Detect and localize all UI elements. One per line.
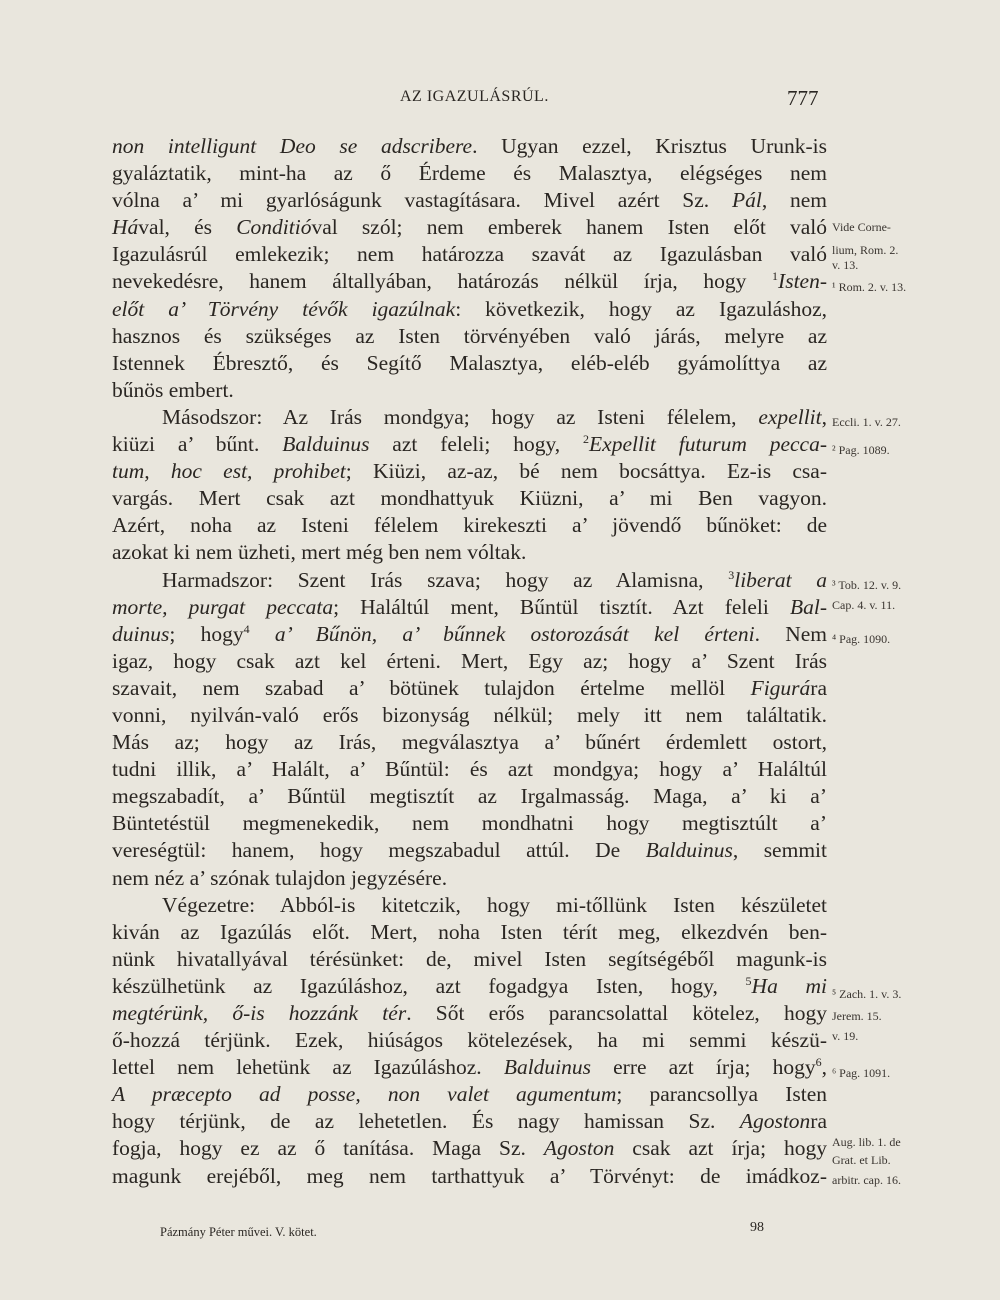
margin-note: arbitr. cap. 16. [832, 1172, 901, 1187]
text-line: megtérünk, ő-is hozzánk tér. Sőt erős parancsolattal kötelez, hogy [112, 1001, 827, 1025]
margin-note: ⁴ Pag. 1090. [832, 632, 891, 647]
running-head: AZ IGAZULÁSRÚL. [400, 88, 549, 105]
body-text [112, 133, 827, 1190]
text-line: igaz, hogy csak azt kel érteni. Mert, Egy az; hogy a’ Szent Irás [112, 648, 827, 673]
text-line: vólna a’ mi gyarlóságunk vastagításara. Mivel azért Sz. Pál, nem [112, 188, 827, 213]
margin-note: Grat. et Lib. [832, 1152, 891, 1167]
margin-note: Eccli. 1. v. 27. [832, 415, 901, 430]
text-line: morte, purgat peccata; Haláltúl ment, Bűntül tisztít. Azt feleli Bal- [112, 594, 827, 619]
margin-note: v. 13. [832, 258, 859, 273]
text-line: Más az; hogy az Irás, megválasztya a’ bűnért érdemlett ostort, [112, 730, 827, 755]
text-line: kiván az Igazúlás előt. Mert, noha Isten térít meg, elkezdvén ben- [112, 919, 827, 944]
text-line: A præcepto ad posse, non valet agumentum; parancsollya Isten [112, 1082, 827, 1107]
text-line: hasznos és szükséges az Isten törvényében való járás, melyre az [112, 323, 827, 348]
text-line: Harmadszor: Szent Irás szava; hogy az Alamisna, $^3$liberat a [162, 567, 827, 592]
text-line: előt a’ Törvény tévők igazúlnak: következik, hogy az Igazuláshoz, [112, 296, 827, 321]
text-line: készülhetünk az Igazúláshoz, azt fogadgya Isten, hogy, $^5$Ha mi [112, 973, 828, 998]
text-line: nem néz a’ szónak tulajdon jegyzésére. [112, 865, 448, 890]
text-line: Másodszor: Az Irás mondgya; hogy az Isteni félelem, expellit, [162, 404, 827, 429]
text-line: tudni illik, a’ Halált, a’ Bűntül: és azt mondgya; hogy a’ Haláltúl [112, 757, 827, 782]
signature-mark: 98 [750, 1220, 764, 1235]
text-line: ő-hozzá térjünk. Ezek, hiúságos kötelezések, ha mi semmi készü- [112, 1028, 827, 1053]
text-line: fogja, hogy ez az ő tanítása. Maga Sz. Agoston csak azt írja; hogy [112, 1136, 828, 1161]
text-line: nünk hivatallyával térésünket: de, mivel Isten segítségéből magunk-is [112, 946, 827, 971]
text-line: Azért, noha az Isteni félelem kirekeszti a’ jövendő bűnöket: de [112, 513, 827, 538]
text-line: vargás. Mert csak azt mondhattyuk Kiüzni, a’ mi Ben vagyon. [112, 486, 827, 511]
margin-note: lium, Rom. 2. [832, 243, 899, 258]
margin-note: ⁵ Zach. 1. v. 3. [832, 987, 902, 1002]
text-line: vereségtül: hanem, hogy megszabadul attúl. De Balduinus, semmit [112, 838, 827, 863]
text-line: azokat ki nem üzheti, mert még ben nem vóltak. [112, 540, 527, 565]
margin-note: Cap. 4. v. 11. [832, 598, 896, 613]
margin-note: v. 19. [832, 1029, 859, 1044]
margin-note: ² Pag. 1089. [832, 442, 890, 457]
text-line: Hával, és Conditióval szól; nem emberek hanem Isten előt való [112, 215, 827, 240]
text-line: vonni, nyilván-való erős bizonyság nélkül; mely itt nem találtatik. [112, 702, 827, 727]
text-line: szavait, nem szabad a’ bötünek tulajdon értelme mellöl Figurára [112, 675, 827, 700]
margin-note: Aug. lib. 1. de [832, 1134, 901, 1149]
text-line: Büntetéstül megmenekedik, nem mondhatni hogy megtisztúlt a’ [112, 811, 827, 836]
text-line: lettel nem lehetünk az Igazúláshoz. Balduinus erre azt írja; hogy$^6$, [112, 1055, 827, 1080]
text-line: hogy térjünk, de az lehetetlen. És nagy hamissan Sz. Agostonra [112, 1109, 827, 1134]
text-line: kiüzi a’ bűnt. Balduinus azt feleli; hogy, $^2$Expellit futurum pecca- [112, 432, 827, 457]
text-line: Végezetre: Abból-is kitetczik, hogy mi-tőllünk Isten készületet [162, 892, 827, 917]
text-line: nevekedésre, hanem általlyában, határozás nélkül írja, hogy $^1$Isten- [112, 269, 827, 294]
text-line: Istennek Ébresztő, és Segítő Malasztya, eléb-eléb gyámolíttya az [112, 350, 827, 375]
text-line: non intelligunt Deo se adscribere. Ugyan ezzel, Krisztus Urunk-is [112, 134, 827, 158]
margin-note: ⁶ Pag. 1091. [832, 1065, 891, 1080]
page-number: 777 [787, 86, 819, 110]
text-line: bűnös embert. [112, 377, 234, 402]
margin-note: Jerem. 15. [832, 1008, 882, 1023]
text-line: gyaláztatik, mint-ha az ő Érdeme és Malasztya, elégséges nem [112, 161, 827, 186]
margin-note: ¹ Rom. 2. v. 13. [832, 279, 907, 294]
text-line: magunk erejéből, meg nem tarthattyuk a’ Törvényt: de imádkoz- [112, 1163, 827, 1188]
margin-note: Vide Corne- [832, 220, 891, 235]
text-line: duinus; hogy$^4$ a’ Bűnön, a’ bűnnek ostorozását kel érteni. Nem [112, 621, 827, 646]
footer-note: Pázmány Péter művei. V. kötet. [160, 1225, 317, 1239]
text-line: Igazulásrúl emlekezik; nem határozza szavát az Igazulásban való [112, 242, 827, 267]
margin-note: ³ Tob. 12. v. 9. [832, 578, 902, 593]
text-line: megszabadít, a’ Bűntül megtisztít az Irgalmasság. Maga, a’ ki a’ [112, 784, 827, 809]
text-line: tum, hoc est, prohibet; Kiüzi, az-az, bé nem bocsáttya. Ez-is csa- [112, 459, 828, 484]
